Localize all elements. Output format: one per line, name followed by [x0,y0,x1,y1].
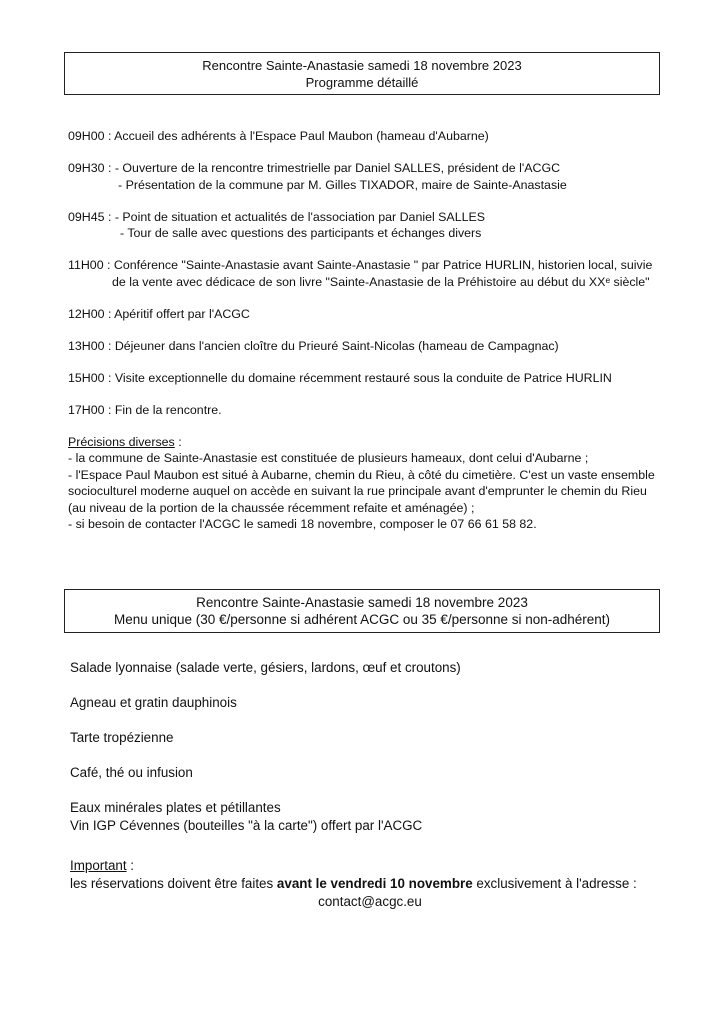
programme-entry-1300 [68,338,688,355]
menu-event-title: Rencontre Sainte-Anastasie samedi 18 novembre 2023 [196,595,528,610]
important-heading: Important [70,858,127,873]
menu-wine-line: Vin IGP Cévennes (bouteilles "à la carte") offert par l'ACGC [70,818,423,833]
programme-line: 13H00 : Déjeuner dans l'ancien cloître du Prieuré Saint-Nicolas (hameau de Campagnac) [68,338,559,353]
programme-line: 09H30 : - Ouverture de la rencontre trimestrielle par Daniel SALLES, président de l'ACGC [68,161,561,175]
programme-entry-1100 [68,257,688,290]
programme-entry-0900 [68,128,688,145]
precisions-heading: Précisions diverses [68,434,175,449]
precisions-line: - la commune de Sainte-Anastasie est constituée de plusieurs hameaux, dont celui d'Aubarne ; [68,451,589,465]
menu-header-box [64,589,660,633]
programme-entry-0930 [68,160,688,193]
programme-line: 17H00 : Fin de la rencontre. [68,402,222,417]
programme-line: 09H00 : Accueil des adhérents à l'Espace Paul Maubon (hameau d'Aubarne) [68,129,489,143]
precisions-heading-line [68,434,688,451]
programme-line: - Tour de salle avec questions des participants et échanges divers [120,226,482,240]
programme-entry-1200 [68,306,688,323]
programme-list [68,128,688,533]
precisions-line: (au niveau de la portion de la chaussée récemment refaite et aménagée) ; [68,500,475,515]
menu-item: Agneau et gratin dauphinois [70,695,237,710]
programme-entry-1500 [68,370,688,387]
programme-entry-1700 [68,402,688,419]
menu-item: Tarte tropézienne [70,730,174,745]
event-title: Rencontre Sainte-Anastasie samedi 18 novembre 2023 [202,58,522,73]
menu-drinks-line: Eaux minérales plates et pétillantes [70,800,281,815]
important-text [70,875,670,893]
precisions-section [68,434,688,533]
important-text-after: exclusivement à l'adresse : [472,876,637,891]
programme-line: 15H00 : Visite exceptionnelle du domaine récemment restauré sous la conduite de Patrice HURLIN [68,370,612,385]
important-heading-line [70,857,670,875]
programme-header-box [64,52,660,95]
precisions-heading-colon: : [174,434,182,449]
contact-email: contact@acgc.eu [318,894,422,909]
menu-item: Café, thé ou infusion [70,765,193,780]
programme-line: 11H00 : Conférence "Sainte-Anastasie avant Sainte-Anastasie " par Patrice HURLIN, historien local, suivie [68,258,653,272]
menu-price-title: Menu unique (30 €/personne si adhérent ACGC ou 35 €/personne si non-adhérent) [113,612,611,627]
programme-line: 09H45 : - Point de situation et actualités de l'association par Daniel SALLES [68,209,486,224]
menu-item: Salade lyonnaise (salade verte, gésiers, lardons, œuf et croutons) [70,660,461,675]
precisions-line: - si besoin de contacter l'ACGC le samedi 18 novembre, composer le 07 66 61 58 82. [68,517,537,531]
programme-entry-0945 [68,209,688,242]
programme-line: de la vente avec dédicace de son livre "Sainte-Anastasie de la Préhistoire au début du XXᵉ siècle" [112,274,650,289]
programme-line: - Présentation de la commune par M. Gilles TIXADOR, maire de Sainte-Anastasie [118,177,567,192]
menu-list [70,659,690,835]
important-section [70,857,670,911]
important-text-before: les réservations doivent être faites [70,876,277,891]
important-deadline: avant le vendredi 10 novembre [276,876,473,891]
precisions-line: - l'Espace Paul Maubon est situé à Aubarne, chemin du Rieu, à côté du cimetière. C'est un vaste ensemble [68,467,655,482]
important-heading-colon: : [126,858,135,873]
precisions-line: socioculturel moderne auquel on accède en suivant la rue principale avant d'emprunter le chemin du Rieu [68,484,647,498]
programme-title: Programme détaillé [305,75,419,90]
programme-line: 12H00 : Apéritif offert par l'ACGC [68,306,250,321]
